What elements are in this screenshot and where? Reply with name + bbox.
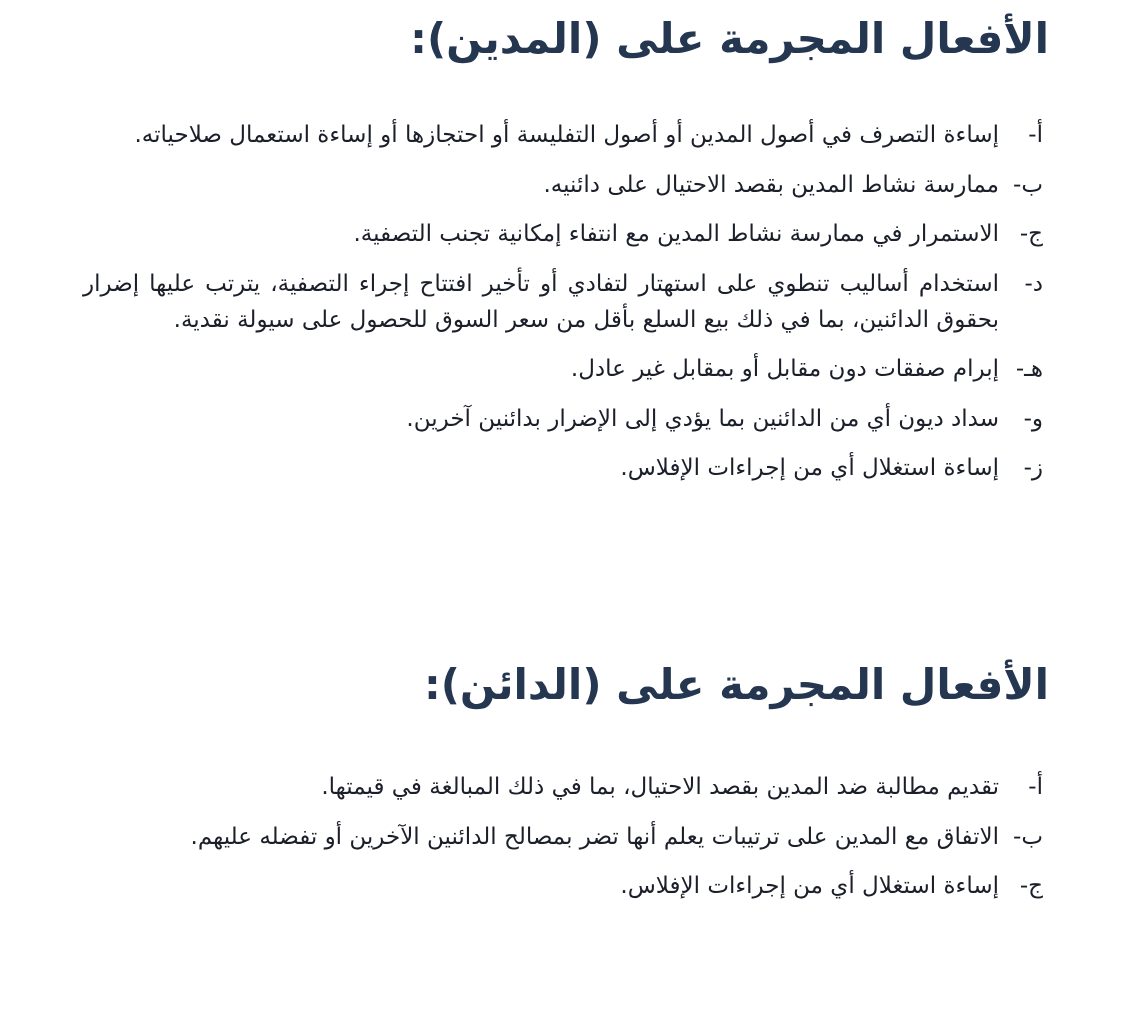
- list-item: [83, 168, 1043, 204]
- item-marker: ج-: [1019, 873, 1043, 900]
- item-marker: هـ-: [1015, 356, 1043, 383]
- item-text: الاتفاق مع المدين على ترتيبات يعلم أنها تضر بمصالح الدائنين الآخرين أو تفضله عليهم.: [190, 823, 999, 850]
- item-text: سداد ديون أي من الدائنين بما يؤدي إلى الإضرار بدائنين آخرين.: [406, 405, 999, 432]
- list-item: [83, 217, 1043, 253]
- list-item: [83, 352, 1043, 388]
- item-marker: أ-: [1028, 122, 1043, 148]
- item-text: إساءة استغلال أي من إجراءات الإفلاس.: [620, 873, 999, 900]
- list-item: [83, 869, 1043, 905]
- item-text: استخدام أساليب تنطوي على استهتار لتفادي أو تأخير افتتاح إجراء التصفية، يترتب عليها إضرار بحقوق الدائنين، بما في ذلك بيع السلع بأقل من سعر السوق للحصول على سيولة نقدية.: [83, 270, 999, 333]
- item-text: ممارسة نشاط المدين بقصد الاحتيال على دائنيه.: [543, 171, 999, 198]
- debtor-acts-list: [83, 118, 1043, 501]
- list-item: [83, 402, 1043, 438]
- item-marker: ب-: [1013, 823, 1043, 850]
- item-text: إساءة استغلال أي من إجراءات الإفلاس.: [620, 455, 999, 482]
- list-item: [83, 118, 1043, 154]
- list-item: [83, 267, 1043, 338]
- item-marker: أ-: [1028, 774, 1043, 800]
- section-title-debtor: الأفعال المجرمة على (المدين):: [410, 14, 1049, 63]
- item-text: إساءة التصرف في أصول المدين أو أصول التفليسة أو احتجازها أو إساءة استعمال صلاحياته.: [134, 122, 999, 148]
- item-marker: ج-: [1019, 221, 1043, 248]
- creditor-acts-list: [83, 770, 1043, 919]
- item-text: تقديم مطالبة ضد المدين بقصد الاحتيال، بما في ذلك المبالغة في قيمتها.: [321, 774, 999, 800]
- list-item: [83, 451, 1043, 487]
- section-title-creditor: الأفعال المجرمة على (الدائن):: [423, 660, 1049, 709]
- item-text: الاستمرار في ممارسة نشاط المدين مع انتفاء إمكانية تجنب التصفية.: [353, 221, 999, 248]
- item-marker: ز-: [1023, 455, 1043, 482]
- item-text: إبرام صفقات دون مقابل أو بمقابل غير عادل.: [570, 356, 999, 383]
- list-item: [83, 820, 1043, 856]
- item-marker: ب-: [1013, 171, 1043, 198]
- list-item: [83, 770, 1043, 806]
- item-marker: و-: [1023, 405, 1043, 432]
- item-marker: د-: [1024, 270, 1043, 297]
